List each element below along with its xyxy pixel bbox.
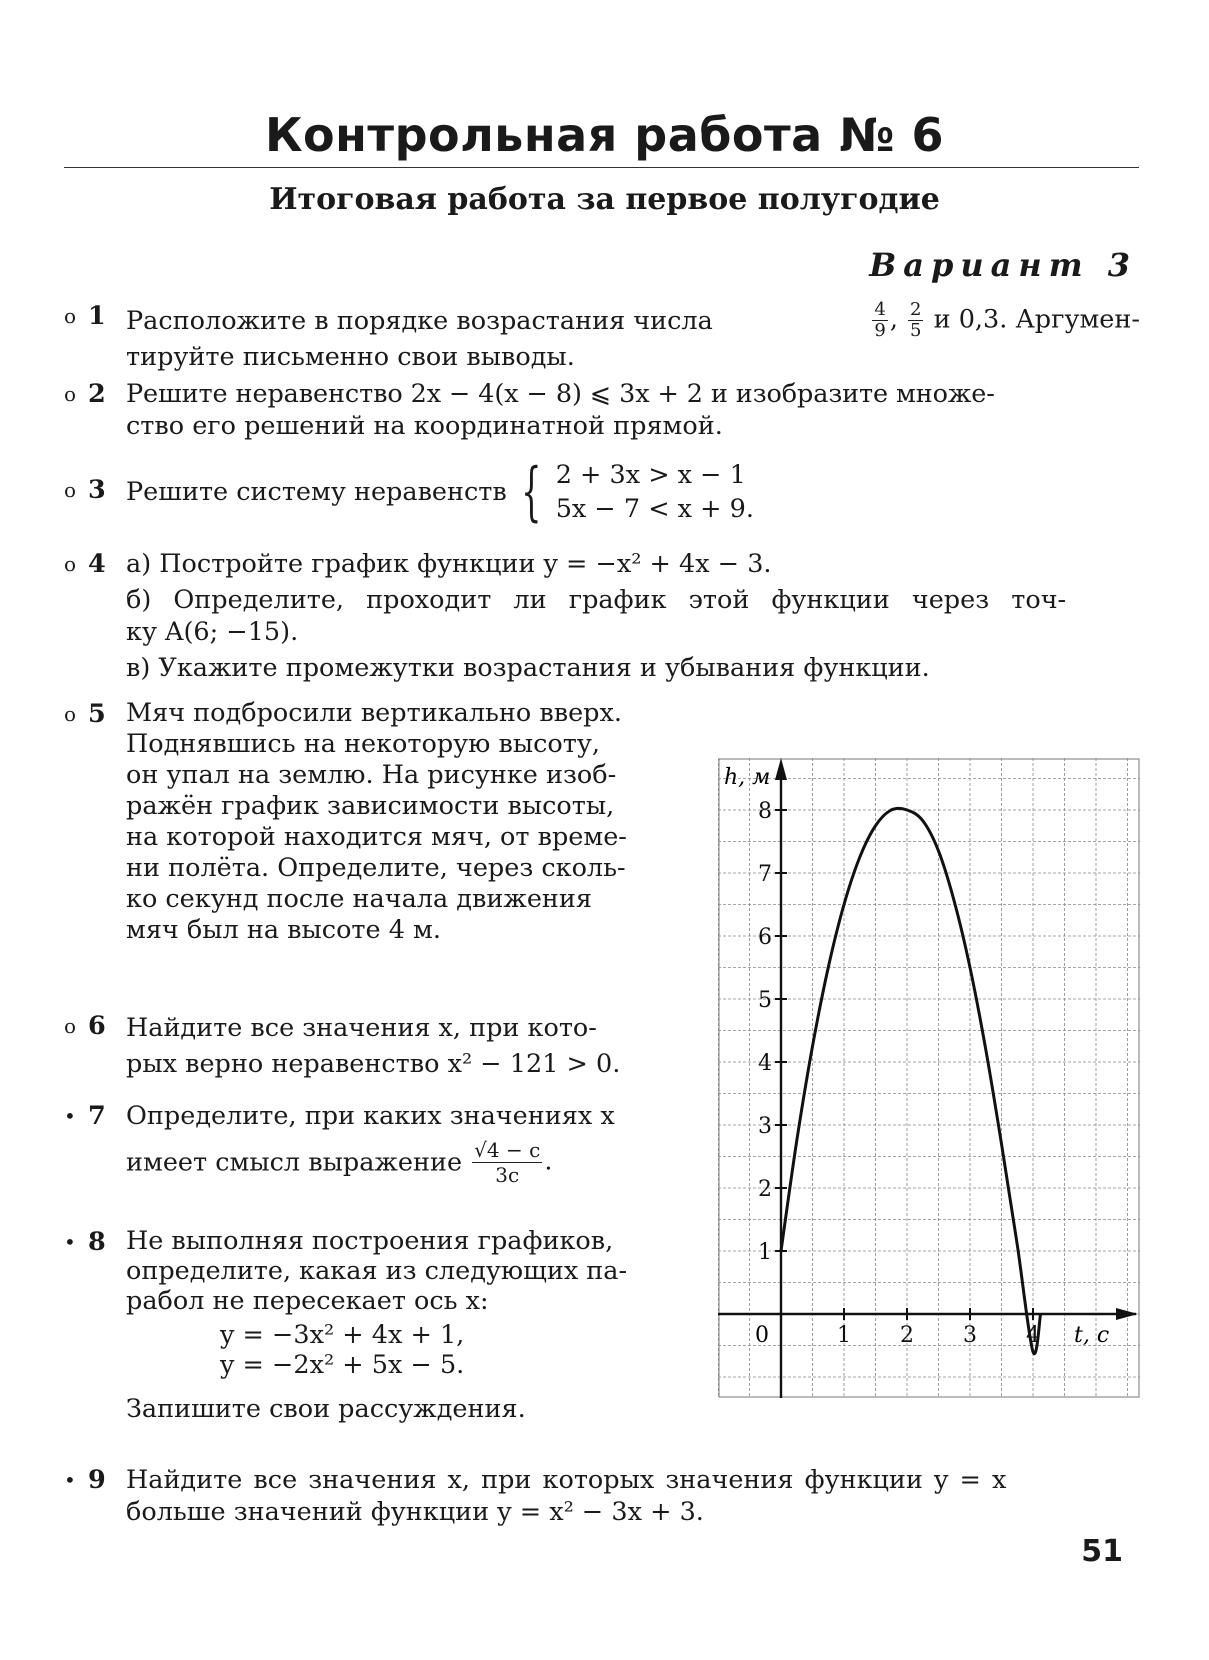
y-tick-label: 4 <box>758 1051 772 1076</box>
task-1-text: Расположите в порядке возрастания числа <box>126 305 713 336</box>
task-2-line-1: Решите неравенство 2x − 4(x − 8) ⩽ 3x + 2 и изобразите множе- <box>126 379 995 409</box>
page-number: 51 <box>1081 1534 1123 1569</box>
task-8-line: рабол не пересекает ось x: <box>126 1286 489 1316</box>
task-5-line: Мяч подбросили вертикально вверх. <box>126 698 622 728</box>
fraction-4-9: $\frac{4}{9}$ <box>874 299 886 341</box>
task-1-text-post: и 0,3. Аргумен- <box>933 304 1140 335</box>
y-tick-label: 8 <box>758 799 772 824</box>
task-5-line: Поднявшись на некоторую высоту, <box>126 729 600 759</box>
y-tick-label: 5 <box>758 988 772 1013</box>
x-axis-label: t, с <box>1074 1323 1110 1348</box>
task-marker: o <box>64 382 77 406</box>
x-tick-label: 2 <box>900 1323 914 1348</box>
y-axis-label: h, м <box>724 765 771 790</box>
y-tick-label: 2 <box>758 1177 772 1202</box>
y-tick-label: 1 <box>758 1240 772 1265</box>
y-axis-arrow <box>775 758 787 780</box>
system-brace: { <box>521 455 542 529</box>
task-number: 1 <box>88 301 106 331</box>
task-7-line-1: Определите, при каких значениях x <box>126 1101 615 1131</box>
task-number: 8 <box>88 1227 106 1257</box>
chart-axes <box>718 758 1138 1398</box>
task-number: 2 <box>88 379 106 409</box>
task-4-b-line-2: ку A(6; −15). <box>126 617 299 647</box>
fraction-2-5: $\frac{2}{5}$ <box>910 299 922 341</box>
task-6-line-1: Найдите все значения x, при кото- <box>126 1013 597 1043</box>
task-number: 7 <box>88 1101 106 1131</box>
task-4-a: а) Постройте график функции y = −x² + 4x − 3. <box>126 549 772 579</box>
task-5-line: на которой находится мяч, от време- <box>126 822 627 852</box>
task-9-line-1: Найдите все значения x, при которых значения функции y = x <box>126 1465 1007 1495</box>
task-5-line: ражён график зависимости высоты, <box>126 791 615 821</box>
task-8-line: Не выполняя построения графиков, <box>126 1226 614 1256</box>
task-8-eq-2: y = −2x² + 5x − 5. <box>220 1350 465 1380</box>
task-number: 4 <box>88 549 106 579</box>
task-marker: • <box>64 1104 76 1128</box>
sqrt-fraction: $\frac{√4 - c}{3c}$ <box>474 1138 541 1187</box>
system-eq-1: 2 + 3x > x − 1 <box>555 460 746 490</box>
task-marker: o <box>64 1014 77 1038</box>
page-title: Контрольная работа № 6 <box>264 108 945 162</box>
task-number: 5 <box>88 699 106 729</box>
task-number: 3 <box>88 475 106 505</box>
task-number: 9 <box>88 1465 106 1495</box>
task-5-line: мяч был на высоте 4 м. <box>126 915 442 945</box>
origin-label: 0 <box>755 1323 769 1348</box>
task-number: 6 <box>88 1011 106 1041</box>
task-5-line: он упал на землю. На рисунке изоб- <box>126 760 617 790</box>
task-8-tail: Запишите свои рассуждения. <box>126 1394 526 1424</box>
y-tick-label: 7 <box>758 862 772 887</box>
task-5-line: ко секунд после начала движения <box>126 884 592 914</box>
task-marker: • <box>64 1230 76 1254</box>
height-time-chart <box>718 758 1140 1398</box>
task-8-eq-1: y = −3x² + 4x + 1, <box>220 1320 465 1350</box>
x-tick-label: 1 <box>837 1323 851 1348</box>
task-marker: o <box>64 552 77 576</box>
task-8-line: определите, какая из следующих па- <box>126 1256 628 1286</box>
task-9-line-2: больше значений функции y = x² − 3x + 3. <box>126 1497 704 1527</box>
task-1-line-2: тируйте письменно свои выводы. <box>126 342 575 372</box>
title-rule <box>64 167 1139 168</box>
task-marker: o <box>64 702 77 726</box>
inequality-system <box>556 458 754 526</box>
task-5-line: ни полёта. Определите, через сколь- <box>126 853 626 883</box>
task-4-c: в) Укажите промежутки возрастания и убывания функции. <box>126 653 930 683</box>
page-subtitle: Итоговая работа за первое полугодие <box>269 182 940 217</box>
task-3-text: Решите систему неравенств <box>126 477 507 507</box>
x-axis-arrow <box>1116 1308 1138 1320</box>
task-marker: o <box>64 478 77 502</box>
y-tick-label: 3 <box>758 1114 772 1139</box>
x-tick-label: 3 <box>963 1323 977 1348</box>
variant-label: Вариант 3 <box>869 246 1137 284</box>
task-marker: o <box>64 304 77 328</box>
task-6-line-2: рых верно неравенство x² − 121 > 0. <box>126 1049 621 1079</box>
chart-ticks <box>758 799 1040 1348</box>
x-tick-label: 4 <box>1026 1323 1040 1348</box>
y-tick-label: 6 <box>758 925 772 950</box>
task-7-text: имеет смысл выражение <box>126 1147 463 1178</box>
task-1-line-1: Расположите в порядке возрастания числа $\frac{4}{9}$ , $\frac{2}{5}$ и 0,3. Аргумен- <box>126 299 1140 341</box>
task-marker: • <box>64 1468 76 1492</box>
task-2-line-2: ство его решений на координатной прямой. <box>126 411 723 441</box>
task-4-b-line-1: б) Определите, проходит ли график этой функции через точ- <box>126 585 1067 615</box>
system-eq-2: 5x − 7 < x + 9. <box>555 494 754 524</box>
